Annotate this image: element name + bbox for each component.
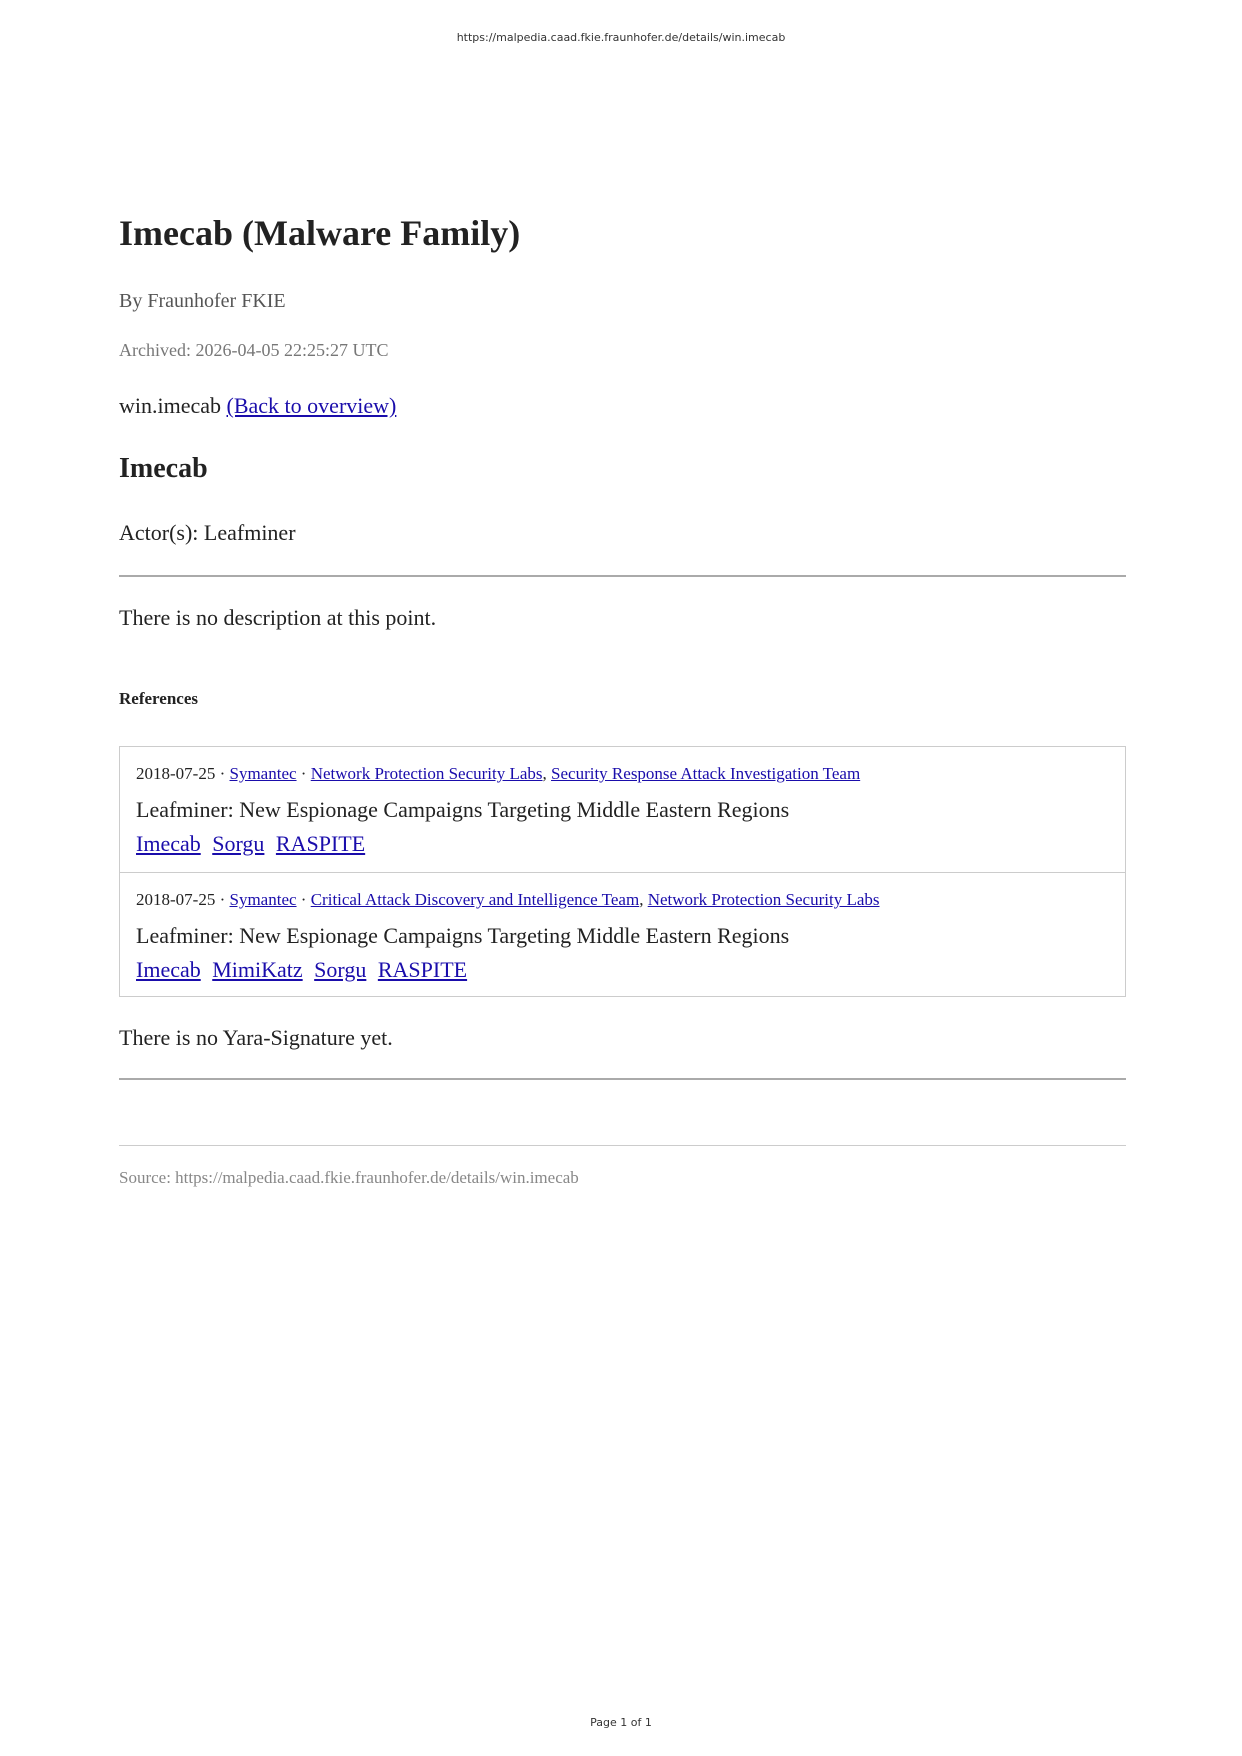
back-to-overview-link[interactable]: (Back to overview) <box>226 393 397 418</box>
description-text: There is no description at this point. <box>119 605 437 630</box>
family-name-heading: Imecab <box>119 453 208 484</box>
reference-author-link[interactable]: Security Response Attack Investigation Team <box>551 764 861 783</box>
separator: · <box>219 764 230 783</box>
separator: · <box>300 890 311 909</box>
source-url: Source: https://malpedia.caad.fkie.fraunhofer.de/details/win.imecab <box>119 1168 579 1187</box>
divider <box>119 1145 1126 1146</box>
archived-timestamp: Archived: 2026-04-05 22:25:27 UTC <box>119 340 389 360</box>
family-slug: win.imecab <box>119 393 222 418</box>
tag-link[interactable]: RASPITE <box>377 957 468 982</box>
page-number: Page 1 of 1 <box>590 1716 652 1729</box>
tag-link[interactable]: Sorgu <box>314 957 367 982</box>
family-slug-line <box>119 393 396 419</box>
tag-link[interactable]: Imecab <box>136 831 201 856</box>
reference-title: Leafminer: New Espionage Campaigns Targeting Middle Eastern Regions <box>136 797 790 822</box>
reference-source-link[interactable]: Symantec <box>229 764 297 783</box>
reference-author-link[interactable]: Critical Attack Discovery and Intelligence Team <box>310 890 640 909</box>
references-heading: References <box>119 689 198 708</box>
separator: · <box>219 890 230 909</box>
reference-date: 2018-07-25 <box>136 764 216 783</box>
tag-link[interactable]: Sorgu <box>212 831 265 856</box>
separator: , <box>639 890 648 909</box>
references-list <box>119 746 1126 997</box>
divider <box>119 1078 1126 1080</box>
tag-link[interactable]: MimiKatz <box>212 957 303 982</box>
tag-link[interactable]: RASPITE <box>275 831 366 856</box>
reference-author-link[interactable]: Network Protection Security Labs <box>647 890 880 909</box>
actors-line: Actor(s): Leafminer <box>119 520 296 545</box>
print-header-url: https://malpedia.caad.fkie.fraunhofer.de/details/win.imecab <box>456 31 786 44</box>
reference-tags <box>136 831 365 857</box>
yara-status: There is no Yara-Signature yet. <box>119 1025 393 1050</box>
reference-tags <box>136 957 467 983</box>
reference-author-link[interactable]: Network Protection Security Labs <box>310 764 543 783</box>
separator: · <box>300 764 311 783</box>
tag-link[interactable]: Imecab <box>136 957 201 982</box>
separator: , <box>542 764 552 783</box>
reference-title: Leafminer: New Espionage Campaigns Targeting Middle Eastern Regions <box>136 923 790 948</box>
reference-meta <box>136 890 880 910</box>
byline: By Fraunhofer FKIE <box>119 290 286 312</box>
reference-item <box>120 872 1125 996</box>
reference-source-link[interactable]: Symantec <box>229 890 297 909</box>
reference-item <box>120 747 1125 872</box>
reference-date: 2018-07-25 <box>136 890 216 909</box>
divider <box>119 575 1126 577</box>
reference-meta <box>136 764 860 784</box>
page-title: Imecab (Malware Family) <box>119 213 521 253</box>
